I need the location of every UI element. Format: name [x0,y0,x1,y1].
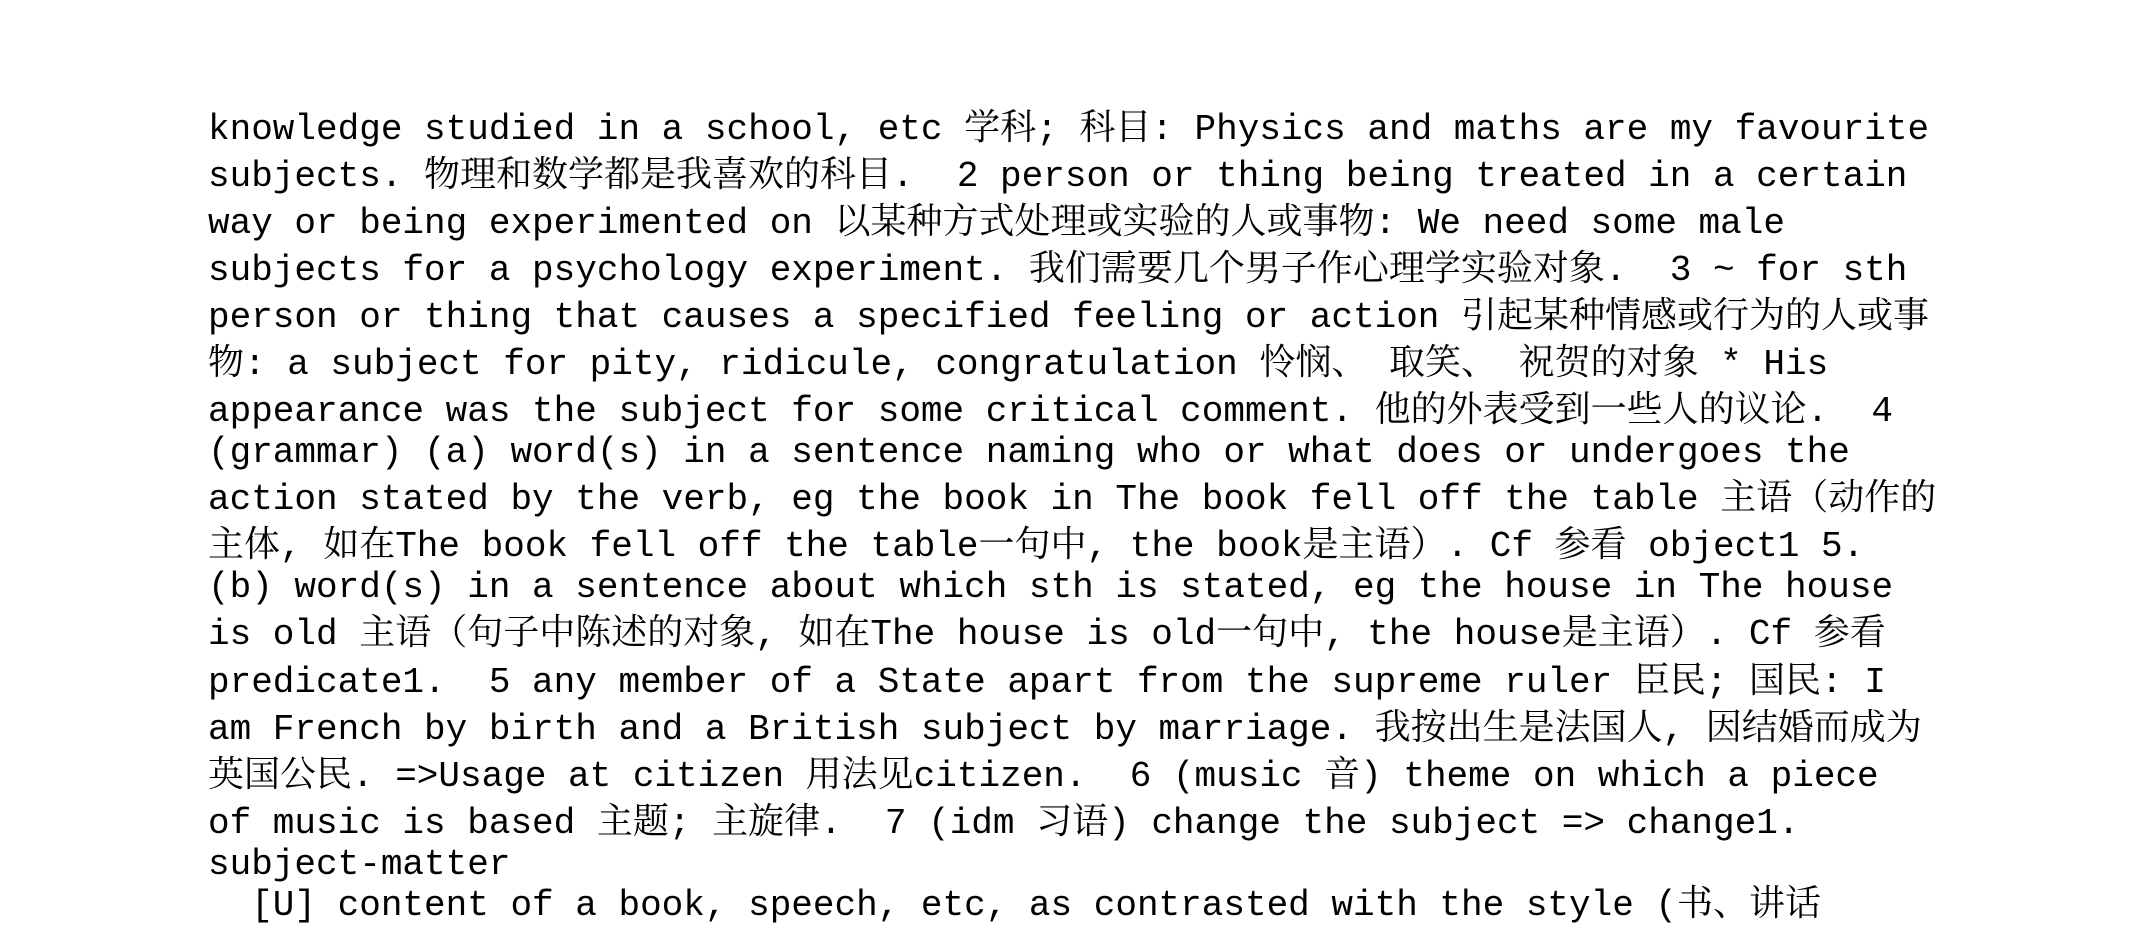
text-line: (b) word(s) in a sentence about which sth is stated, eg the house in The house [208,567,1894,608]
text-line: 物: a subject for pity, ridicule, congratulation 怜悯、 取笑、 祝贺的对象 * His [208,344,1829,385]
text-line: subjects for a psychology experiment. 我们需要几个男子作心理学实验对象. 3 ~ for sth [208,250,1908,291]
text-line: [U] content of a book, speech, etc, as contrasted with the style (书、讲话 [208,885,1822,926]
text-line: of music is based 主题; 主旋律. 7 (idm 习语) change the subject => change1. [208,803,1800,844]
text-line: subjects. 物理和数学都是我喜欢的科目. 2 person or thing being treated in a certain [208,156,1908,197]
text-line: person or thing that causes a specified feeling or action 引起某种情感或行为的人或事 [208,297,1930,338]
text-line: 英国公民. =>Usage at citizen 用法见citizen. 6 (music 音) theme on which a piece [208,756,1879,797]
text-line: am French by birth and a British subject by marriage. 我按出生是法国人, 因结婚而成为 [208,709,1922,750]
text-line: appearance was the subject for some critical comment. 他的外表受到一些人的议论. 4 [208,391,1894,432]
text-line: way or being experimented on 以某种方式处理或实验的人或事物: We need some male [208,203,1785,244]
entry-headword: subject-matter [208,844,511,885]
text-line: action stated by the verb, eg the book in The book fell off the table 主语（动作的 [208,479,1937,520]
text-line: (grammar) (a) word(s) in a sentence naming who or what does or undergoes the [208,432,1850,473]
text-line: knowledge studied in a school, etc 学科; 科目: Physics and maths are my favourite [208,109,1930,150]
text-line: is old 主语（句子中陈述的对象, 如在The house is old一句中, the house是主语）. Cf 参看 [208,614,1886,655]
text-line: predicate1. 5 any member of a State apart from the supreme ruler 臣民; 国民: I [208,662,1886,703]
text-line: 主体, 如在The book fell off the table一句中, the book是主语）. Cf 参看 object1 5. [208,526,1865,567]
